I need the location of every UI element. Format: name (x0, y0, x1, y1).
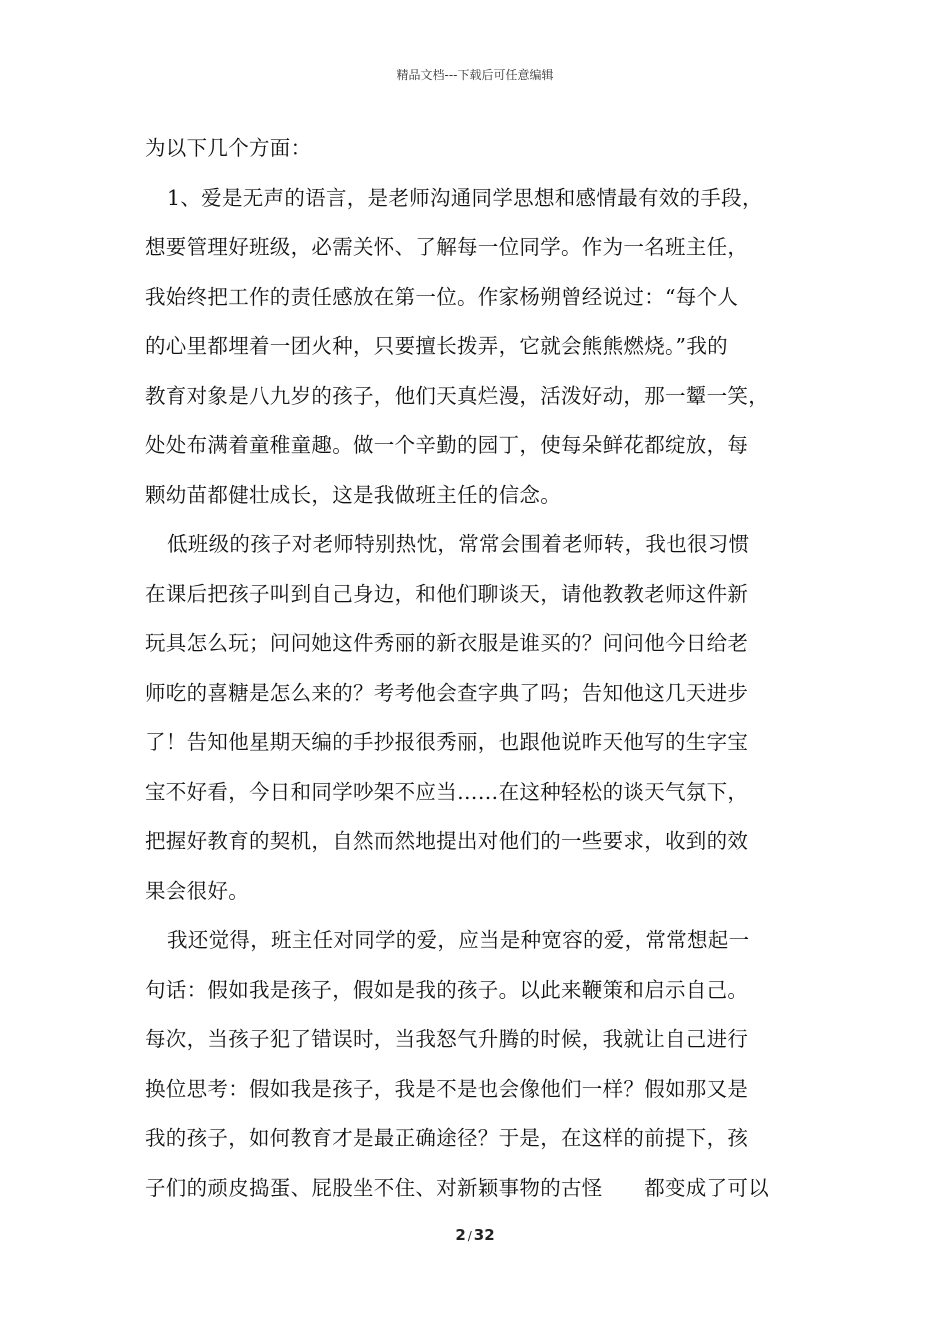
current-page-number: 2 (455, 1226, 466, 1244)
text-line: 玩具怎么玩；问问她这件秀丽的新衣服是谁买的？问问他今日给老 (145, 631, 749, 655)
text-line: 每次，当孩子犯了错误时，当我怒气升腾的时候，我就让自己进行 (145, 1027, 749, 1051)
text-line: 我还觉得，班主任对同学的爱，应当是种宽容的爱，常常想起一 (167, 928, 750, 952)
text-line: 子们的顽皮捣蛋、屁股坐不住、对新颖事物的古怪 都变成了可以 (145, 1175, 769, 1200)
document-body (145, 128, 821, 1217)
text-line: 1、爱是无声的语言，是老师沟通同学思想和感情最有效的手段， (167, 185, 763, 210)
header-text: 精品文档---下载后可任意编辑 (396, 68, 554, 82)
page-header (0, 66, 950, 83)
total-pages-number: 32 (473, 1226, 495, 1244)
text-line: 师吃的喜糖是怎么来的？考考他会查字典了吗；告知他这几天进步 (145, 680, 749, 705)
text-line: 把握好教育的契机，自然而然地提出对他们的一些要求，收到的效 (145, 829, 749, 853)
text-line: 果会很好。 (145, 878, 249, 903)
text-line: 颗幼苗都健壮成长，这是我做班主任的信念。 (145, 482, 561, 507)
text-line: 想要管理好班级，必需关怀、了解每一位同学。作为一名班主任， (145, 235, 749, 259)
page-separator: / (467, 1229, 472, 1243)
text-line: 了！告知他星期天编的手抄报很秀丽，也跟他说昨天他写的生字宝 (145, 730, 749, 754)
text-line: 的心里都埋着一团火种，只要擅长拨弄，它就会熊熊燃烧。”我的 (145, 334, 728, 358)
text-line: 换位思考：假如我是孩子，我是不是也会像他们一样？假如那又是 (145, 1076, 749, 1101)
text-line: 为以下几个方面： (145, 136, 312, 160)
text-line: 教育对象是八九岁的孩子，他们天真烂漫，活泼好动，那一颦一笑， (145, 383, 769, 408)
text-line: 句话：假如我是孩子，假如是我的孩子。以此来鞭策和启示自己。 (145, 977, 749, 1002)
page-number (0, 1226, 950, 1244)
text-line: 低班级的孩子对老师特别热忱，常常会围着老师转，我也很习惯 (167, 532, 750, 556)
text-line: 处处布满着童稚童趣。做一个辛勤的园丁，使每朵鲜花都绽放，每 (145, 433, 749, 457)
text-line: 在课后把孩子叫到自己身边，和他们聊谈天，请他教教老师这件新 (145, 581, 749, 606)
text-line: 我的孩子，如何教育才是最正确途径？于是，在这样的前提下，孩 (145, 1126, 749, 1150)
text-line: 我始终把工作的责任感放在第一位。作家杨朔曾经说过：“每个人 (145, 284, 739, 309)
text-line: 宝不好看，今日和同学吵架不应当……在这种轻松的谈天气氛下， (145, 779, 749, 804)
